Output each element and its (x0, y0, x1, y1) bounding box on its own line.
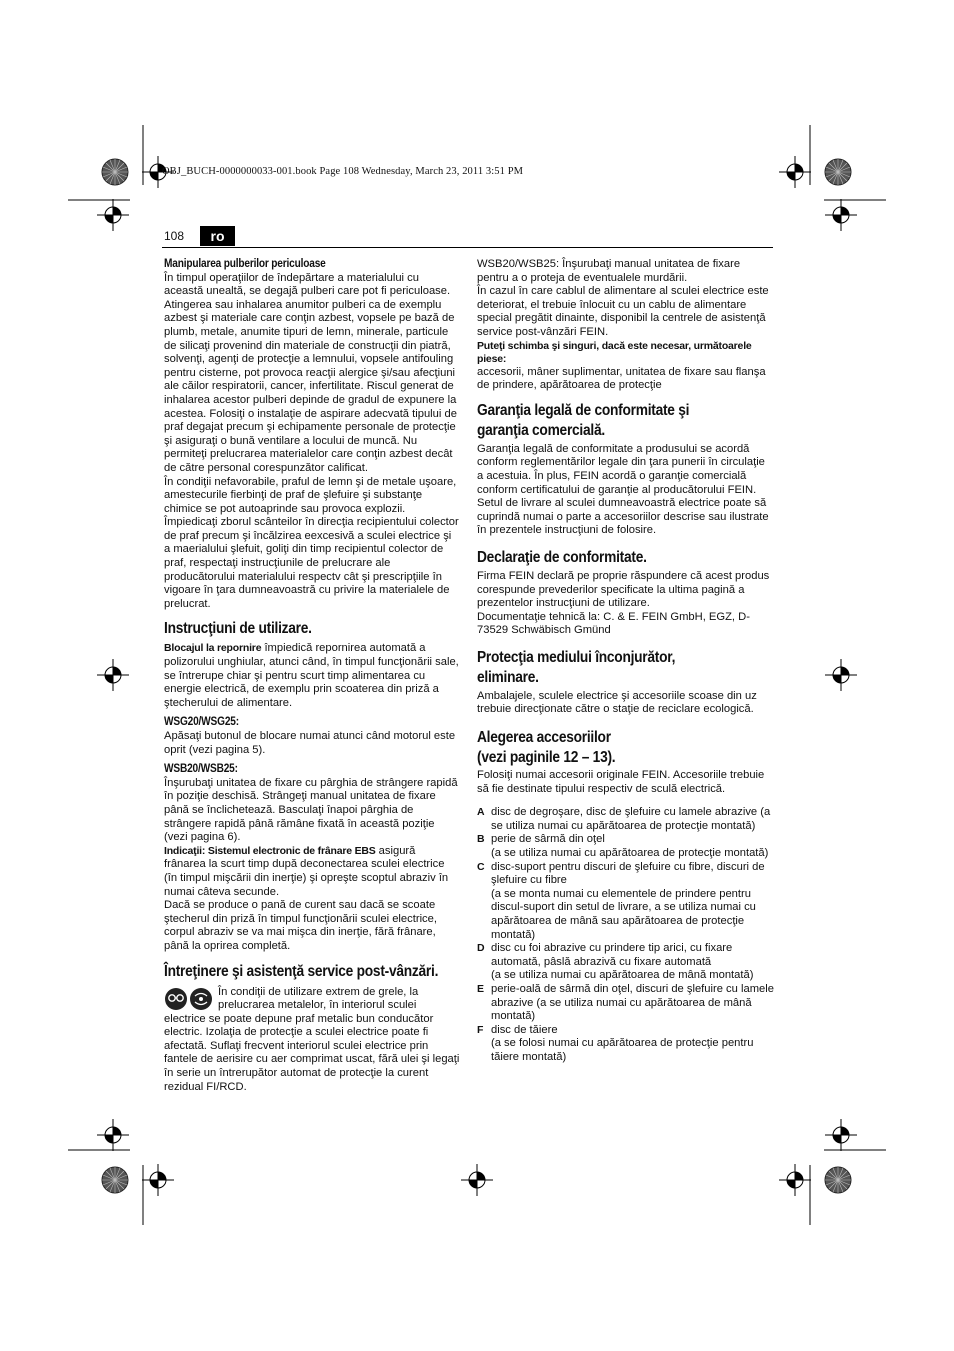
accessories-list (477, 806, 774, 1064)
ebs-bold-lead: Indicaţii: Sistemul electronic de frânare EBS (164, 844, 376, 857)
accessory-key: E (477, 982, 485, 995)
maintenance-block (164, 986, 460, 1095)
environment-paragraph: Ambalajele, sculele electrice şi accesoriile scoase din uz trebuie direcţionate către o staţie de reciclare ecologică. (477, 689, 757, 716)
maintenance-paragraph: În condiţii de utilizare extrem de grele, la prelucrarea metalelor, în interiorul sculei electrice se poate depune praf metalic bun conducător electric. Izolaţia de protecţie a sculei electrice poate fi afectată. Suflaţi frecvent interiorul sculei electrice prin fantele de aerisire cu aer comprimat uscat, fără ulei şi legaţi în serie un întrerupător automat de protecţie la curent rezidual FI/RCD. (164, 985, 460, 1093)
accessory-item (477, 833, 774, 860)
warranty-heading: Garanţia legală de conformitate şi garanţia comercială. (477, 401, 690, 439)
usage-bold-lead: Blocajul la repornire (164, 642, 262, 655)
accessory-text: disc cu foi abrazive cu prindere tip arici, cu fixare automată, pâslă abrazivă cu fixare automată (a se utiliza numai cu apărătoarea de mână montată) (491, 942, 754, 982)
left-column (164, 258, 460, 1094)
header-rule (162, 247, 773, 248)
accessory-text: perie de sârmă din oţel (a se utiliza numai cu apărătoarea de protecţie montată) (491, 833, 769, 860)
accessory-text: disc-suport pentru discuri de şlefuire cu fibre, discuri de şlefuire cu fibre (a se monta numai cu elementele de prindere pentru discul-suport din setul de livrare, a se utiliza numai cu apărătoarea de mână sau apărătoarea de protecţie montată) (491, 860, 765, 941)
accessories-heading-1: Alegerea accesoriilor (477, 729, 611, 747)
accessory-key: A (477, 806, 485, 819)
accessory-text: disc de degroşare, disc de şlefuire cu lamele abrazive (a se utiliza numai cu apărătoarea de protecţie montată) (491, 806, 771, 832)
accessories-heading-2: (vezi paginile 12 – 13). (477, 749, 616, 767)
dust-paragraph-2: În condiţii nefavorabile, praful de lemn şi de metale uşoare, amestecurile fierbinţi de praf de şlefuire şi substanţe chimice se pot autoaprinde sau provoca explozii. Împiedicaţi zborul scânteilor în direcţia recipientului colector de praf precum şi încălzirea eexcesivă a sculei electrice şi a maerialului şlefuit, goliţi din timp recipientul colector de praf, respectaţi instrucţiunile de prelucrare ale producătorului materialului respectv cât şi prescripţiile în vigoare în ţara dumneavoastră cu privire la materialele de prelucrat. (164, 475, 459, 610)
wsg-paragraph: Apăsaţi butonul de blocare numai atunci când motorul este oprit (vezi pagina 5). (164, 730, 456, 756)
safety-icons (164, 986, 214, 1012)
environment-heading: Protecţia mediului înconjurător, eliminare. (477, 648, 676, 686)
accessory-key: F (477, 1023, 484, 1036)
accessory-text: perie-oală de sârmă din oţel, discuri de şlefuire cu lamele abrazive (a se utiliza numai cu apărătoarea de mână montată) (491, 982, 774, 1023)
accessories-paragraph: Folosiţi numai accesorii originale FEIN. Accesoriile trebuie să fie destinate tipului respectiv de sculă electrică. (477, 769, 765, 795)
wsg-heading: WSG20/WSG25: (164, 716, 239, 729)
usage-heading: Instrucţiuni de utilizare. (164, 620, 312, 638)
file-info: OBJ_BUCH-0000000033-001.book Page 108 Wednesday, March 23, 2011 3:51 PM (162, 166, 524, 177)
ebs-paragraph (164, 845, 460, 899)
wsb-fixing-paragraph: WSB20/WSB25: Înşurubaţi manual unitatea de fixare pentru a o proteja de eventualele murdării. (477, 258, 741, 284)
wsb-heading: WSB20/WSB25: (164, 763, 238, 776)
accessory-item (477, 1024, 774, 1065)
warranty-paragraph-1: Garanţia legală de conformitate a produsului se acordă conform reglementărilor legale din ţara punerii în circulaţie a acestuia. În plus, FEIN acordă o garanţie comercială conform certificatului de garanţie al producătorului FEIN. (477, 442, 765, 496)
declaration-paragraph-2: Documentaţie tehnică la: C. & E. FEIN GmbH, EGZ, D-73529 Schwäbisch Gmünd (477, 610, 750, 637)
accessory-key: D (477, 942, 485, 955)
accessory-key: C (477, 860, 485, 873)
parts-paragraph: accesorii, mâner suplimentar, unitatea de fixare sau flanşa de prindere, apărătoarea de protecţie (477, 365, 766, 392)
declaration-paragraph-1: Firma FEIN declară pe proprie răspundere că acest produs corespunde prevederilor specificate la ultima pagină a prezentelor instrucţiuni de utilizare. (477, 569, 770, 610)
maintenance-heading: Întreţinere şi asistenţă service post-vânzări. (164, 962, 439, 980)
accessory-item (477, 942, 774, 983)
usage-paragraph (164, 642, 460, 710)
accessory-item (477, 806, 774, 833)
parts-bold: Puteţi schimba şi singuri, dacă este necesar, următoarele piese: (477, 339, 752, 365)
accessory-key: B (477, 833, 485, 846)
language-badge: ro (200, 226, 235, 246)
usage-text: împiedică repornirea automată a polizorului unghiular, atunci când, în timpul funcţionării sale, se întrerupe chiar şi pentru scurt timp alimentarea cu energie electrică, de exemplu prin scoaterea din priză a ştecherului de alimentare. (164, 642, 459, 709)
ebs-text: asigură frânarea la scurt timp după deconectarea sculei electrice (în timpul mişcării din inerţie) şi opreşte scoptul abraziv în numai câteva secunde. (164, 844, 449, 898)
ebs-paragraph-2: Dacă se produce o pană de curent sau dacă se scoate ştecherul din priză în timpul funcţionării sculei electrice, corpul abraziv se va mai mişca din inerţie, fără frânare, până la oprirea completă. (164, 899, 437, 952)
wsb-paragraph: Înşurubaţi unitatea de fixare cu pârghia de strângere rapidă în poziţie deschisă. Strângeţi manual unitatea de fixare până se înclichetează. Basculaţi înapoi pârghia de strângere rapidă până rămâne fixată în această poziţie (vezi pagina 6). (164, 776, 458, 844)
declaration-heading: Declaraţie de conformitate. (477, 548, 647, 566)
cable-paragraph: În cazul în care cablul de alimentare al sculei electrice este deteriorat, el trebuie înlocuit cu un cablu de alimentare special pregătit dinainte, disponibil la centrele de asistenţă service post-vânzări FEIN. (477, 285, 769, 338)
accessory-item (477, 983, 774, 1024)
accessory-text: disc de tăiere (a se folosi numai cu apărătoarea de protecţie pentru tăiere montată) (491, 1023, 754, 1063)
right-column (477, 258, 774, 1065)
dust-paragraph-1: În timpul operaţiilor de îndepărtare a materialului cu această unealtă, se degajă pulberi care pot fi periculoase. Atingerea sau inhalarea anumitor pulberi ca de exemplu azbest şi materiale care conţin azbest, vopsele pe bază de plumb, metale, anumite tipuri de lemn, minerale, particule de silicaţi provenind din materiale de construcţii din piatră, solvenţi, agenţi de protecţie a lemnului, vopsele antifouling pentru cisterne, pot provoca reacţii alergice şi/sau afecţiuni ale căilor respiratorii, cancer, infertilitate. Riscul generat de inhalarea acestor pulberi depinde de gradul de expunere la acestea. Folosiţi o instalaţie de aspirare adecvată tipului de praf degajat precum şi echipamente personale de protecţie şi asiguraţi o bună ventilare a locului de muncă. Nu permiteţi prelucrarea materialelor care conţin azbest decât de către personal corespunzător calificat. (164, 271, 457, 474)
accessory-item (477, 861, 774, 943)
page-number: 108 (164, 229, 185, 243)
warranty-paragraph-2: Setul de livrare al sculei dumneavoastră electrice poate să cuprindă numai o parte a accesoriilor descrise sau ilustrate în prezentele instrucţiuni de folosire. (477, 497, 769, 537)
dust-heading: Manipularea pulberilor periculoase (164, 258, 326, 270)
